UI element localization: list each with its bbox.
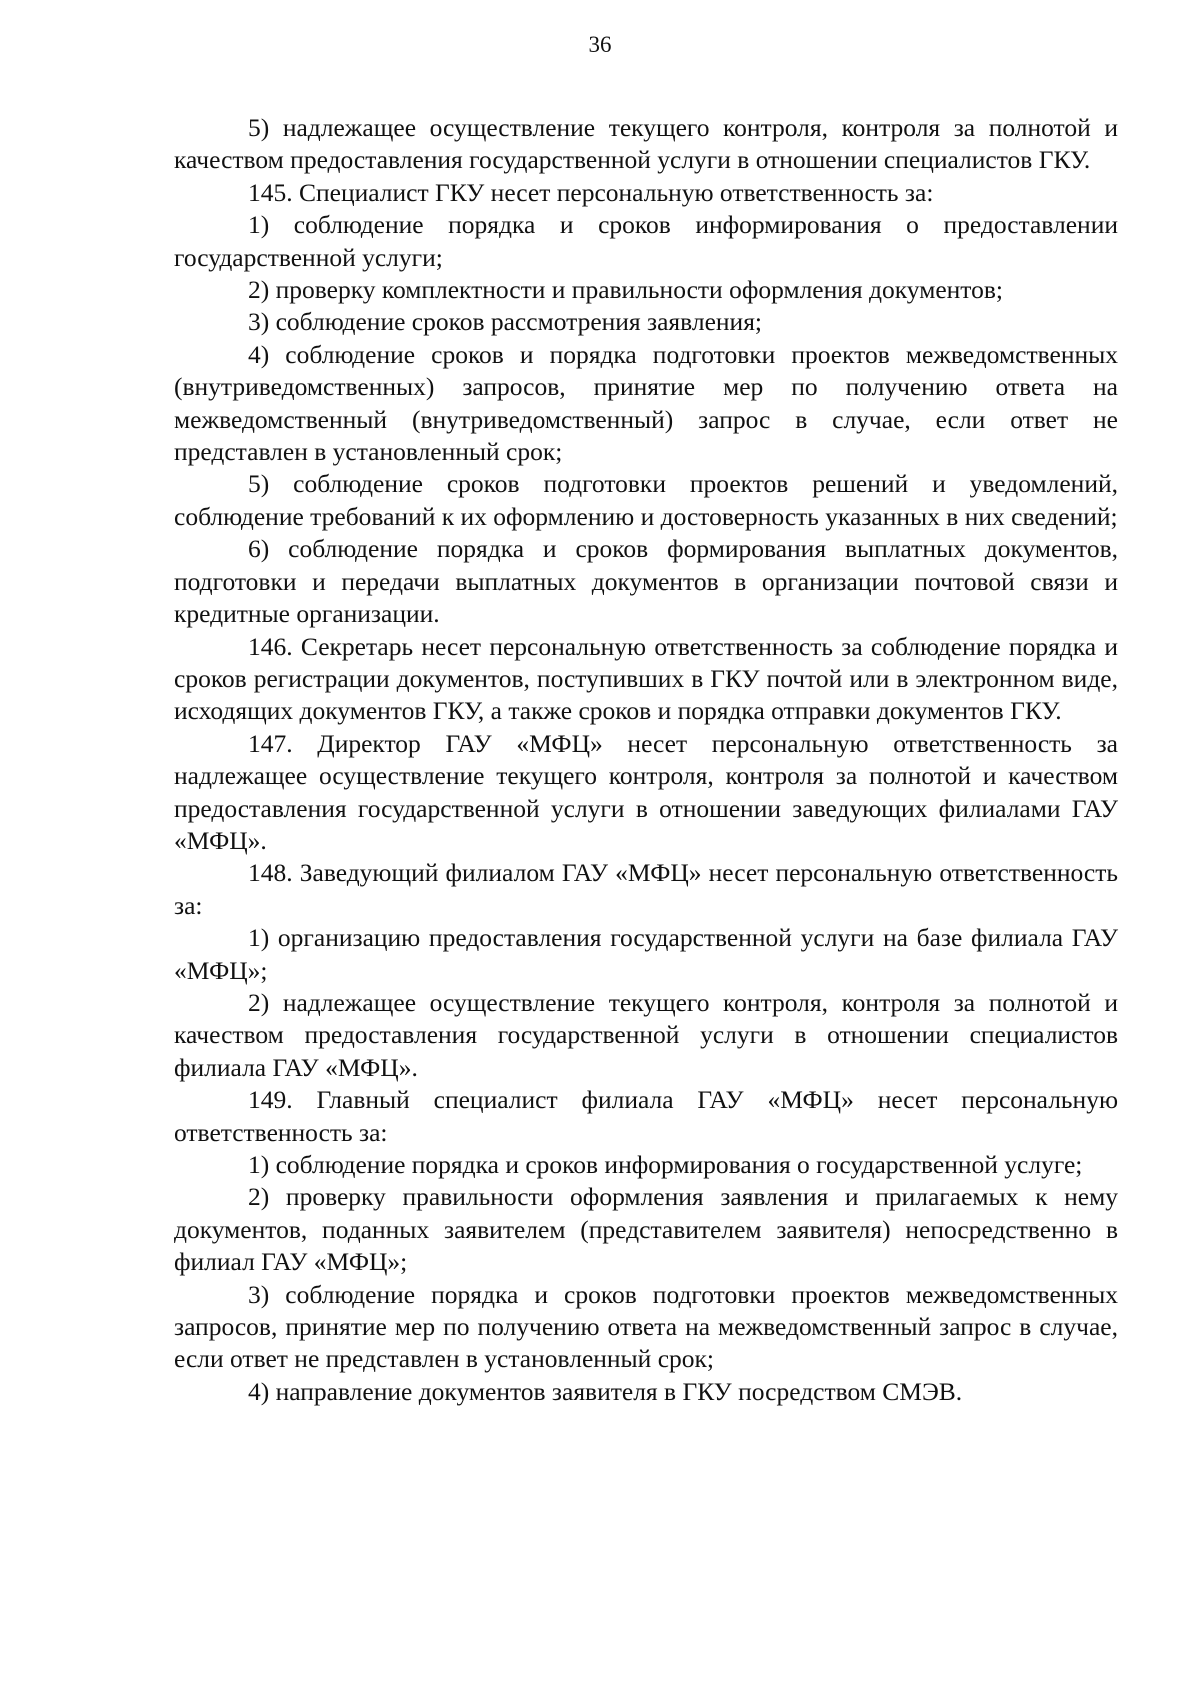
- paragraph: 1) организацию предоставления государственной услуги на базе филиала ГАУ «МФЦ»;: [174, 923, 1118, 985]
- page-number: 36: [588, 32, 612, 57]
- document-body: [174, 112, 1118, 1408]
- paragraph: 6) соблюдение порядка и сроков формирования выплатных документов, подготовки и передачи выплатных документов в организации почтовой связи и кредитные организации.: [174, 534, 1118, 629]
- paragraph: 4) направление документов заявителя в ГКУ посредством СМЭВ.: [248, 1376, 963, 1406]
- paragraph: 147. Директор ГАУ «МФЦ» несет персональную ответственность за надлежащее осуществление текущего контроля, контроля за полнотой и качеством предоставления государственной услуги в отношении заведующих филиалами ГАУ «МФЦ».: [174, 728, 1118, 855]
- paragraph: 5) соблюдение сроков подготовки проектов решений и уведомлений, соблюдение требований к их оформлению и достоверность указанных в них сведений;: [174, 469, 1118, 531]
- paragraph: 4) соблюдение сроков и порядка подготовки проектов межведомственных (внутриведомственных) запросов, принятие мер по получению ответа на межведомственный (внутриведомственный) запрос в случае, если ответ не представлен в установленный срок;: [174, 339, 1118, 467]
- paragraph: 1) соблюдение порядка и сроков информирования о государственной услуге;: [248, 1150, 1083, 1179]
- paragraph: 3) соблюдение сроков рассмотрения заявления;: [248, 307, 763, 337]
- paragraph: 1) соблюдение порядка и сроков информирования о предоставлении государственной услуги;: [174, 210, 1118, 272]
- paragraph: 2) проверку комплектности и правильности оформления документов;: [248, 275, 1003, 305]
- paragraph: 3) соблюдение порядка и сроков подготовки проектов межведомственных запросов, принятие мер по получению ответа на межведомственный запрос в случае, если ответ не представлен в установленный срок;: [174, 1279, 1118, 1374]
- paragraph: 148. Заведующий филиалом ГАУ «МФЦ» несет персональную ответственность за:: [174, 858, 1118, 920]
- paragraph: 149. Главный специалист филиала ГАУ «МФЦ» несет персональную ответственность за:: [174, 1085, 1118, 1147]
- paragraph: 2) надлежащее осуществление текущего контроля, контроля за полнотой и качеством предоставления государственной услуги в отношении специалистов филиала ГАУ «МФЦ».: [174, 987, 1118, 1082]
- paragraph: 2) проверку правильности оформления заявления и прилагаемых к нему документов, поданных заявителем (представителем заявителя) непосредственно в филиал ГАУ «МФЦ»;: [174, 1182, 1118, 1277]
- paragraph: 5) надлежащее осуществление текущего контроля, контроля за полнотой и качеством предоставления государственной услуги в отношении специалистов ГКУ.: [174, 113, 1118, 175]
- paragraph: 146. Секретарь несет персональную ответственность за соблюдение порядка и сроков регистрации документов, поступивших в ГКУ почтой или в электронном виде, исходящих документов ГКУ, а также сроков и порядка отправки документов ГКУ.: [174, 631, 1118, 726]
- paragraph: 145. Специалист ГКУ несет персональную ответственность за:: [248, 177, 934, 207]
